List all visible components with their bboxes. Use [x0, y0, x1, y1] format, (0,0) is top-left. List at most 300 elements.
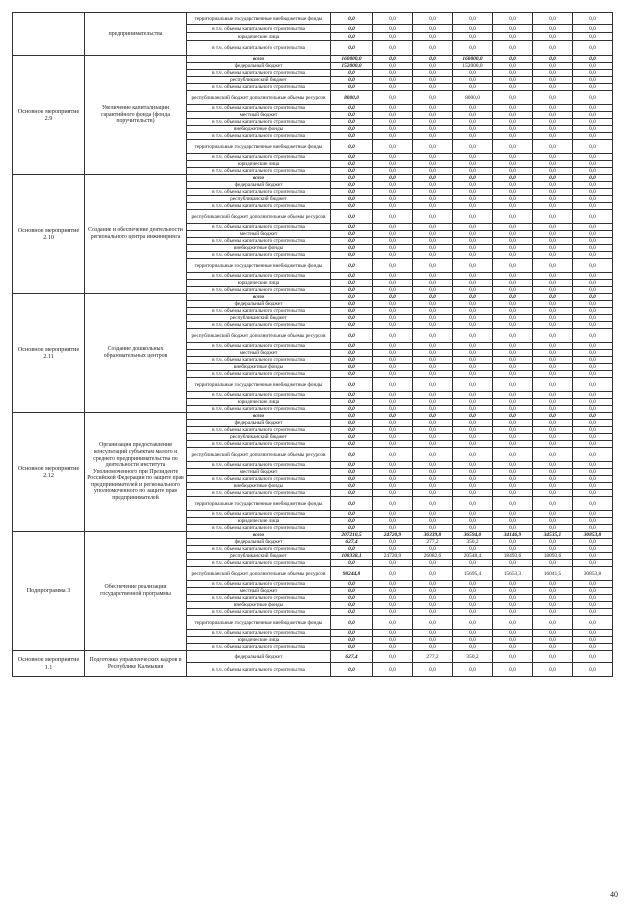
year-value-cell: 0,0 [373, 231, 413, 238]
year-value-cell: 0,0 [453, 343, 493, 350]
year-value-cell: 0,0 [533, 637, 573, 644]
year-value-cell: 0,0 [373, 441, 413, 448]
year-value-cell: 0,0 [493, 441, 533, 448]
total-value-cell: 0,0 [331, 357, 373, 364]
year-value-cell: 0,0 [573, 427, 613, 434]
year-value-cell: 0,0 [373, 406, 413, 413]
funding-source-cell: в т.ч. объемы капитального строительства [187, 560, 331, 567]
funding-source-cell: территориальные государственные внебюджетные фонды [187, 140, 331, 154]
year-value-cell: 0,0 [413, 175, 453, 182]
year-value-cell: 0,0 [533, 133, 573, 140]
year-value-cell: 0,0 [533, 84, 573, 91]
year-value-cell: 0,0 [533, 224, 573, 231]
funding-source-cell: в т.ч. объемы капитального строительства [187, 644, 331, 651]
year-value-cell: 0,0 [533, 112, 573, 119]
year-value-cell: 0,0 [453, 602, 493, 609]
year-value-cell: 0,0 [533, 287, 573, 294]
year-value-cell: 0,0 [413, 490, 453, 497]
funding-source-cell: федеральный бюджет [187, 651, 331, 663]
year-value-cell: 0,0 [533, 511, 573, 518]
funding-source-cell: республиканский бюджет [187, 434, 331, 441]
year-value-cell: 0,0 [573, 294, 613, 301]
year-value-cell: 0,0 [493, 427, 533, 434]
year-value-cell: 0,0 [573, 322, 613, 329]
year-value-cell: 0,0 [493, 259, 533, 273]
total-value-cell: 0,0 [331, 413, 373, 420]
funding-source-cell: в т.ч. объемы капитального строительства [187, 119, 331, 126]
total-value-cell: 0,0 [331, 189, 373, 196]
total-value-cell: 0,0 [331, 663, 373, 677]
year-value-cell: 0,0 [533, 301, 573, 308]
year-value-cell: 0,0 [373, 644, 413, 651]
year-value-cell: 0,0 [493, 448, 533, 462]
total-value-cell: 0,0 [331, 616, 373, 630]
funding-source-cell: внебюджетные фонды [187, 602, 331, 609]
year-value-cell: 0,0 [573, 41, 613, 56]
year-value-cell: 0,0 [493, 663, 533, 677]
year-value-cell: 0,0 [573, 133, 613, 140]
total-value-cell: 0,0 [331, 518, 373, 525]
funding-source-cell: в т.ч. объемы капитального строительства [187, 371, 331, 378]
year-value-cell: 0,0 [573, 252, 613, 259]
total-value-cell: 0,0 [331, 259, 373, 273]
funding-source-cell: республиканский бюджет дополнительные объемы ресурсов [187, 448, 331, 462]
year-value-cell: 0,0 [413, 546, 453, 553]
year-value-cell: 0,0 [533, 259, 573, 273]
total-value-cell: 0,0 [331, 602, 373, 609]
year-value-cell: 0,0 [373, 630, 413, 637]
total-value-cell: 0,0 [331, 196, 373, 203]
year-value-cell: 0,0 [373, 651, 413, 663]
year-value-cell: 0,0 [573, 630, 613, 637]
year-value-cell: 0,0 [373, 301, 413, 308]
year-value-cell: 0,0 [573, 280, 613, 287]
total-value-cell: 0,0 [331, 434, 373, 441]
year-value-cell: 0,0 [493, 70, 533, 77]
year-value-cell: 0,0 [493, 343, 533, 350]
funding-source-cell: в т.ч. объемы капитального строительства [187, 609, 331, 616]
year-value-cell: 0,0 [373, 112, 413, 119]
year-value-cell: 0,0 [493, 210, 533, 224]
year-value-cell: 0,0 [493, 469, 533, 476]
year-value-cell: 0,0 [373, 490, 413, 497]
total-value-cell: 0,0 [331, 350, 373, 357]
main-event-cell: Основное мероприятие 2.12 [13, 413, 85, 532]
total-value-cell: 0,0 [331, 483, 373, 490]
funding-source-cell: в т.ч. объемы капитального строительства [187, 357, 331, 364]
year-value-cell: 0,0 [533, 364, 573, 371]
year-value-cell: 0,0 [533, 308, 573, 315]
funding-source-cell: в т.ч. объемы капитального строительства [187, 406, 331, 413]
year-value-cell: 0,0 [493, 525, 533, 532]
total-value-cell: 0,0 [331, 105, 373, 112]
year-value-cell: 0,0 [453, 497, 493, 511]
year-value-cell: 0,0 [373, 294, 413, 301]
year-value-cell: 0,0 [493, 637, 533, 644]
total-value-cell: 0,0 [331, 525, 373, 532]
year-value-cell: 0,0 [493, 420, 533, 427]
year-value-cell: 0,0 [413, 511, 453, 518]
year-value-cell: 0,0 [493, 483, 533, 490]
year-value-cell: 0,0 [413, 637, 453, 644]
year-value-cell: 16041,5 [533, 567, 573, 581]
year-value-cell: 0,0 [533, 126, 573, 133]
year-value-cell: 0,0 [573, 602, 613, 609]
year-value-cell: 0,0 [493, 140, 533, 154]
year-value-cell: 0,0 [453, 322, 493, 329]
funding-source-cell: территориальные государственные внебюджетные фонды [187, 616, 331, 630]
year-value-cell: 0,0 [533, 560, 573, 567]
year-value-cell: 0,0 [453, 350, 493, 357]
year-value-cell: 0,0 [453, 441, 493, 448]
total-value-cell: 0,0 [331, 245, 373, 252]
total-value-cell: 0,0 [331, 420, 373, 427]
total-value-cell: 0,0 [331, 154, 373, 161]
year-value-cell: 0,0 [573, 609, 613, 616]
year-value-cell: 0,0 [373, 287, 413, 294]
year-value-cell: 350,2 [453, 539, 493, 546]
year-value-cell: 0,0 [373, 189, 413, 196]
year-value-cell: 0,0 [413, 182, 453, 189]
year-value-cell: 0,0 [453, 119, 493, 126]
year-value-cell: 0,0 [373, 343, 413, 350]
year-value-cell: 0,0 [533, 33, 573, 41]
year-value-cell: 0,0 [533, 56, 573, 63]
year-value-cell: 0,0 [453, 41, 493, 56]
year-value-cell: 0,0 [373, 224, 413, 231]
total-value-cell: 0,0 [331, 637, 373, 644]
year-value-cell: 0,0 [373, 497, 413, 511]
year-value-cell: 0,0 [413, 602, 453, 609]
year-value-cell: 0,0 [413, 105, 453, 112]
sub-event-cell: Создание дошкольных образовательных центров [85, 294, 187, 413]
year-value-cell: 0,0 [453, 25, 493, 33]
total-value-cell: 0,0 [331, 238, 373, 245]
funding-source-cell: республиканский бюджет [187, 196, 331, 203]
year-value-cell: 0,0 [413, 441, 453, 448]
page-number: 40 [610, 890, 618, 899]
year-value-cell: 0,0 [373, 196, 413, 203]
year-value-cell: 0,0 [533, 630, 573, 637]
year-value-cell: 0,0 [413, 245, 453, 252]
year-value-cell: 0,0 [493, 112, 533, 119]
year-value-cell: 0,0 [533, 203, 573, 210]
year-value-cell: 0,0 [373, 392, 413, 399]
total-value-cell: 0,0 [331, 203, 373, 210]
year-value-cell: 30853,8 [573, 532, 613, 539]
year-value-cell: 0,0 [373, 462, 413, 469]
year-value-cell: 0,0 [413, 588, 453, 595]
total-value-cell: 0,0 [331, 252, 373, 259]
total-value-cell: 0,0 [331, 609, 373, 616]
year-value-cell: 0,0 [373, 546, 413, 553]
year-value-cell: 0,0 [493, 350, 533, 357]
total-value-cell: 0,0 [331, 224, 373, 231]
year-value-cell: 0,0 [453, 168, 493, 175]
funding-source-cell: в т.ч. объемы капитального строительства [187, 308, 331, 315]
year-value-cell: 0,0 [413, 560, 453, 567]
year-value-cell: 0,0 [573, 651, 613, 663]
year-value-cell: 0,0 [453, 357, 493, 364]
funding-source-cell: внебюджетные фонды [187, 483, 331, 490]
year-value-cell: 0,0 [453, 13, 493, 25]
year-value-cell: 0,0 [533, 189, 573, 196]
year-value-cell: 26082,6 [413, 553, 453, 560]
funding-source-cell: в т.ч. объемы капитального строительства [187, 476, 331, 483]
year-value-cell: 0,0 [533, 406, 573, 413]
year-value-cell: 0,0 [573, 637, 613, 644]
year-value-cell: 0,0 [493, 196, 533, 203]
year-value-cell: 0,0 [453, 273, 493, 280]
total-value-cell: 0,0 [331, 462, 373, 469]
total-value-cell: 0,0 [331, 497, 373, 511]
funding-source-cell: в т.ч. объемы капитального строительства [187, 441, 331, 448]
year-value-cell: 0,0 [373, 476, 413, 483]
year-value-cell: 0,0 [413, 609, 453, 616]
year-value-cell: 34146,9 [493, 532, 533, 539]
year-value-cell: 0,0 [573, 343, 613, 350]
year-value-cell: 0,0 [373, 511, 413, 518]
total-value-cell: 0,0 [331, 630, 373, 637]
year-value-cell: 0,0 [413, 392, 453, 399]
year-value-cell: 0,0 [573, 364, 613, 371]
year-value-cell: 0,0 [493, 595, 533, 602]
funding-source-cell: в т.ч. объемы капитального строительства [187, 322, 331, 329]
year-value-cell: 0,0 [373, 602, 413, 609]
total-value-cell: 0,0 [331, 476, 373, 483]
year-value-cell: 0,0 [533, 13, 573, 25]
total-value-cell: 160000,0 [331, 56, 373, 63]
year-value-cell: 0,0 [413, 371, 453, 378]
year-value-cell: 0,0 [493, 399, 533, 406]
year-value-cell: 0,0 [413, 434, 453, 441]
total-value-cell: 0,0 [331, 77, 373, 84]
year-value-cell: 0,0 [413, 112, 453, 119]
year-value-cell: 0,0 [453, 301, 493, 308]
year-value-cell: 0,0 [533, 322, 573, 329]
year-value-cell: 0,0 [573, 357, 613, 364]
year-value-cell: 0,0 [573, 126, 613, 133]
year-value-cell: 24720,9 [373, 553, 413, 560]
year-value-cell: 0,0 [573, 588, 613, 595]
year-value-cell: 0,0 [533, 196, 573, 203]
year-value-cell: 0,0 [373, 378, 413, 392]
year-value-cell: 0,0 [413, 630, 453, 637]
year-value-cell: 0,0 [493, 126, 533, 133]
funding-source-cell: в т.ч. объемы капитального строительства [187, 25, 331, 33]
year-value-cell: 0,0 [413, 595, 453, 602]
year-value-cell: 0,0 [493, 476, 533, 483]
total-value-cell: 0,0 [331, 308, 373, 315]
year-value-cell: 0,0 [453, 210, 493, 224]
year-value-cell: 0,0 [413, 357, 453, 364]
year-value-cell: 0,0 [533, 77, 573, 84]
total-value-cell: 0,0 [331, 595, 373, 602]
year-value-cell: 0,0 [373, 280, 413, 287]
funding-source-cell: территориальные государственные внебюджетные фонды [187, 378, 331, 392]
year-value-cell: 0,0 [533, 357, 573, 364]
funding-source-cell: республиканский бюджет дополнительные объемы ресурсов [187, 329, 331, 343]
year-value-cell: 0,0 [573, 462, 613, 469]
year-value-cell: 0,0 [493, 581, 533, 588]
total-value-cell: 0,0 [331, 644, 373, 651]
year-value-cell: 0,0 [573, 119, 613, 126]
year-value-cell: 0,0 [533, 525, 573, 532]
year-value-cell: 0,0 [533, 546, 573, 553]
total-value-cell: 0,0 [331, 588, 373, 595]
year-value-cell: 0,0 [453, 588, 493, 595]
year-value-cell: 0,0 [573, 490, 613, 497]
year-value-cell: 0,0 [413, 189, 453, 196]
year-value-cell: 0,0 [413, 161, 453, 168]
total-value-cell: 98244,8 [331, 567, 373, 581]
year-value-cell: 0,0 [493, 539, 533, 546]
year-value-cell: 0,0 [573, 112, 613, 119]
year-value-cell: 0,0 [373, 609, 413, 616]
total-value-cell: 0,0 [331, 406, 373, 413]
year-value-cell: 0,0 [453, 483, 493, 490]
year-value-cell: 0,0 [493, 161, 533, 168]
total-value-cell: 0,0 [331, 546, 373, 553]
year-value-cell: 0,0 [533, 663, 573, 677]
year-value-cell: 0,0 [573, 663, 613, 677]
year-value-cell: 0,0 [493, 280, 533, 287]
year-value-cell: 0,0 [573, 182, 613, 189]
year-value-cell: 0,0 [373, 273, 413, 280]
year-value-cell: 0,0 [573, 259, 613, 273]
year-value-cell: 0,0 [573, 25, 613, 33]
year-value-cell: 0,0 [493, 644, 533, 651]
year-value-cell: 0,0 [453, 182, 493, 189]
year-value-cell: 0,0 [413, 41, 453, 56]
year-value-cell: 0,0 [373, 322, 413, 329]
year-value-cell: 0,0 [573, 329, 613, 343]
funding-source-cell: в т.ч. объемы капитального строительства [187, 525, 331, 532]
year-value-cell: 0,0 [413, 420, 453, 427]
year-value-cell: 0,0 [373, 588, 413, 595]
year-value-cell: 0,0 [413, 476, 453, 483]
year-value-cell: 0,0 [573, 392, 613, 399]
year-value-cell: 0,0 [453, 224, 493, 231]
table-row [13, 532, 613, 539]
year-value-cell: 0,0 [533, 581, 573, 588]
year-value-cell: 0,0 [373, 161, 413, 168]
funding-source-cell: территориальные государственные внебюджетные фонды [187, 259, 331, 273]
year-value-cell: 0,0 [533, 294, 573, 301]
funding-source-cell: федеральный бюджет [187, 63, 331, 70]
year-value-cell: 0,0 [413, 427, 453, 434]
year-value-cell: 0,0 [573, 483, 613, 490]
year-value-cell: 0,0 [413, 91, 453, 105]
year-value-cell: 0,0 [533, 140, 573, 154]
year-value-cell: 0,0 [413, 329, 453, 343]
year-value-cell: 0,0 [373, 357, 413, 364]
year-value-cell: 0,0 [533, 399, 573, 406]
year-value-cell: 0,0 [413, 238, 453, 245]
total-value-cell: 0,0 [331, 126, 373, 133]
year-value-cell: 0,0 [533, 315, 573, 322]
funding-source-cell: внебюджетные фонды [187, 245, 331, 252]
year-value-cell: 0,0 [493, 154, 533, 161]
year-value-cell: 0,0 [453, 105, 493, 112]
funding-source-cell: всего [187, 532, 331, 539]
year-value-cell: 0,0 [373, 371, 413, 378]
funding-source-cell: федеральный бюджет [187, 420, 331, 427]
total-value-cell: 0,0 [331, 231, 373, 238]
year-value-cell: 0,0 [493, 462, 533, 469]
year-value-cell: 0,0 [373, 126, 413, 133]
funding-source-cell: в т.ч. объемы капитального строительства [187, 70, 331, 77]
year-value-cell: 0,0 [533, 175, 573, 182]
year-value-cell: 0,0 [493, 371, 533, 378]
sub-event-cell: Обеспечение реализации государственной программы [85, 532, 187, 651]
year-value-cell: 0,0 [373, 56, 413, 63]
year-value-cell: 0,0 [373, 616, 413, 630]
total-value-cell: 0,0 [331, 133, 373, 140]
year-value-cell: 0,0 [493, 490, 533, 497]
funding-source-cell: местный бюджет [187, 469, 331, 476]
year-value-cell: 0,0 [453, 70, 493, 77]
year-value-cell: 0,0 [373, 168, 413, 175]
year-value-cell: 0,0 [573, 231, 613, 238]
year-value-cell: 8000,0 [453, 91, 493, 105]
year-value-cell: 0,0 [453, 420, 493, 427]
year-value-cell: 0,0 [573, 287, 613, 294]
year-value-cell: 0,0 [453, 84, 493, 91]
year-value-cell: 0,0 [533, 273, 573, 280]
year-value-cell: 0,0 [453, 329, 493, 343]
total-value-cell: 0,0 [331, 469, 373, 476]
total-value-cell: 0,0 [331, 364, 373, 371]
year-value-cell: 0,0 [573, 448, 613, 462]
year-value-cell: 0,0 [573, 224, 613, 231]
year-value-cell: 0,0 [413, 133, 453, 140]
total-value-cell: 0,0 [331, 287, 373, 294]
year-value-cell: 0,0 [573, 350, 613, 357]
year-value-cell: 0,0 [413, 287, 453, 294]
funding-source-cell: в т.ч. объемы капитального строительства [187, 84, 331, 91]
year-value-cell: 0,0 [373, 595, 413, 602]
year-value-cell: 0,0 [453, 77, 493, 84]
year-value-cell: 0,0 [413, 224, 453, 231]
year-value-cell: 0,0 [573, 581, 613, 588]
year-value-cell: 0,0 [493, 33, 533, 41]
year-value-cell: 0,0 [533, 161, 573, 168]
year-value-cell: 0,0 [493, 315, 533, 322]
year-value-cell: 0,0 [413, 84, 453, 91]
year-value-cell: 0,0 [373, 663, 413, 677]
year-value-cell: 0,0 [533, 595, 573, 602]
year-value-cell: 0,0 [413, 77, 453, 84]
year-value-cell: 0,0 [493, 616, 533, 630]
funding-source-cell: республиканский бюджет [187, 553, 331, 560]
year-value-cell: 0,0 [373, 434, 413, 441]
year-value-cell: 0,0 [493, 364, 533, 371]
funding-source-cell: всего [187, 413, 331, 420]
year-value-cell: 0,0 [493, 105, 533, 112]
year-value-cell: 0,0 [493, 588, 533, 595]
year-value-cell: 0,0 [533, 25, 573, 33]
year-value-cell: 30853,8 [573, 567, 613, 581]
year-value-cell: 0,0 [373, 140, 413, 154]
year-value-cell: 0,0 [373, 483, 413, 490]
year-value-cell: 0,0 [413, 273, 453, 280]
year-value-cell: 0,0 [453, 609, 493, 616]
year-value-cell: 0,0 [453, 196, 493, 203]
funding-source-cell: юридические лица [187, 280, 331, 287]
year-value-cell: 36594,0 [453, 532, 493, 539]
year-value-cell: 0,0 [453, 637, 493, 644]
